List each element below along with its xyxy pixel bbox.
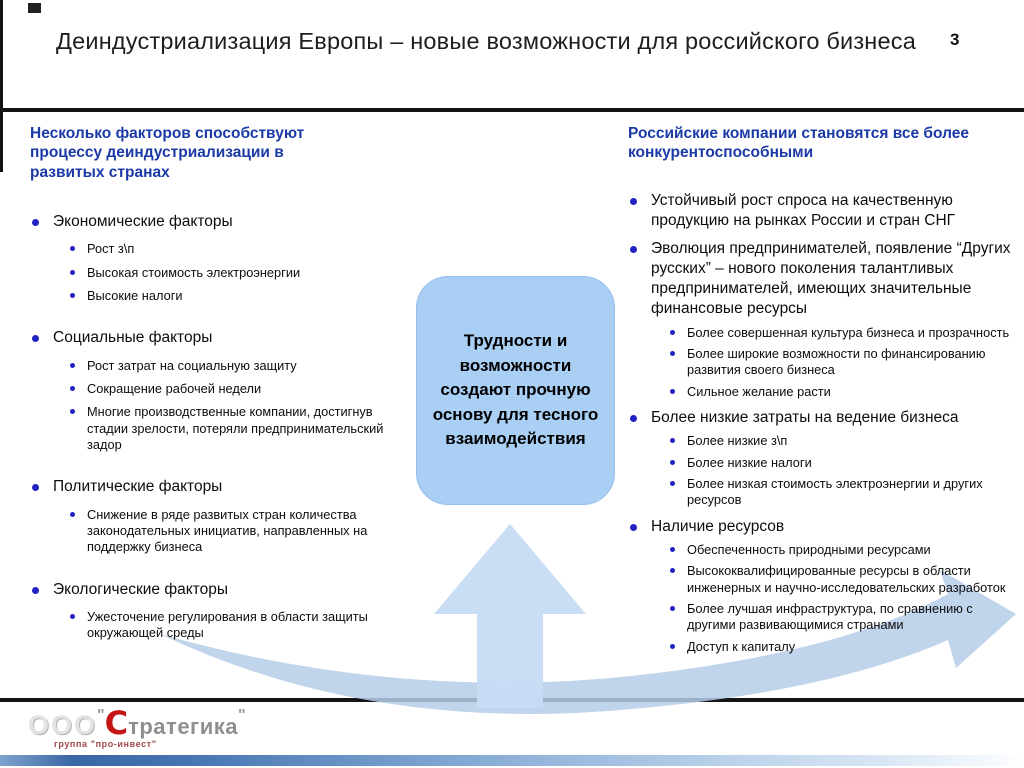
level2-bullet-item (68, 358, 400, 374)
bullet-icon (70, 270, 75, 275)
level2-bullet-item (68, 265, 400, 281)
level2-bullet-text: Ужесточение регулирования в области защиты окружающей среды (87, 608, 368, 641)
bullet-icon (70, 363, 75, 368)
right-panel-list (628, 191, 1016, 655)
level2-bullet-text: Сокращение рабочей недели (87, 380, 262, 396)
level2-bullet-item (668, 384, 1016, 400)
bullet-icon (670, 389, 675, 394)
center-callout-box (416, 276, 615, 505)
bullet-icon (70, 246, 75, 251)
level2-bullet-item (68, 404, 400, 453)
level1-bullet-item (30, 477, 400, 497)
level1-bullet-item (30, 328, 400, 348)
level2-bullet-item (68, 288, 400, 304)
logo-initial-letter: С (104, 704, 129, 742)
corner-mark (28, 3, 41, 13)
level2-bullet-text: Более низкие налоги (687, 454, 812, 470)
level2-bullet-item (68, 507, 400, 556)
level2-bullet-text: Более совершенная культура бизнеса и прозрачность (687, 324, 1010, 340)
bullet-icon (32, 335, 39, 342)
logo-wordmark (28, 704, 246, 742)
level1-bullet-text: Более низкие затраты на ведение бизнеса (651, 409, 959, 427)
bullet-icon (670, 330, 675, 335)
bullet-icon (70, 386, 75, 391)
up-arrow (434, 524, 586, 708)
level1-bullet-text: Наличие ресурсов (651, 517, 785, 535)
logo-close-quote: " (238, 707, 246, 724)
sub-bullet-list (628, 542, 1016, 655)
level2-bullet-item (668, 433, 1016, 449)
left-edge-line (0, 0, 3, 172)
logo-open-quote: " (97, 707, 105, 724)
level1-bullet-text: Экономические факторы (53, 213, 233, 231)
level2-bullet-item (668, 325, 1016, 341)
left-panel-list (30, 212, 400, 641)
strategika-logo (28, 704, 246, 749)
level2-bullet-item (668, 542, 1016, 558)
bullet-section (30, 328, 400, 453)
level2-bullet-text: Рост затрат на социальную защиту (87, 357, 297, 373)
bullet-icon (630, 198, 637, 205)
level2-bullet-item (68, 381, 400, 397)
sub-bullet-list (628, 325, 1016, 401)
level2-bullet-text: Сильное желание расти (687, 383, 831, 399)
page-title: Деиндустриализация Европы – новые возможности для российского бизнеса (56, 28, 916, 54)
level2-bullet-item (668, 563, 1016, 596)
bullet-icon (670, 481, 675, 486)
logo-name-text: тратегика (128, 714, 238, 739)
level2-bullet-item (668, 455, 1016, 471)
bullet-icon (630, 524, 637, 531)
left-panel-heading: Несколько факторов способствуют процессу деиндустриализации в развитых странах (30, 125, 305, 181)
right-panel (628, 124, 1016, 655)
level1-bullet-text: Экологические факторы (53, 580, 228, 598)
level2-bullet-text: Рост з\п (87, 241, 135, 257)
bullet-icon (630, 415, 637, 422)
bullet-section (628, 191, 1016, 231)
level2-bullet-item (668, 601, 1016, 634)
bullet-icon (630, 246, 637, 253)
bullet-section (628, 408, 1016, 509)
sub-bullet-list (30, 609, 400, 642)
bullet-icon (670, 568, 675, 573)
bullet-icon (670, 351, 675, 356)
bullet-icon (70, 409, 75, 414)
bullet-section (628, 239, 1016, 400)
bullet-icon (70, 614, 75, 619)
footer-gradient-bar (0, 755, 1024, 766)
left-panel (30, 124, 400, 642)
level2-bullet-text: Многие производственные компании, достигнув стадии зрелости, потеряли предпринимательский задор (87, 404, 384, 453)
level2-bullet-text: Высококвалифицированные ресурсы в области инженерных и научно-исследовательских разработок (687, 563, 1006, 595)
bullet-icon (670, 438, 675, 443)
bullet-section (628, 517, 1016, 655)
bullet-icon (670, 606, 675, 611)
sub-bullet-list (30, 358, 400, 454)
level2-bullet-text: Более низкие з\п (687, 433, 788, 449)
bullet-icon (32, 587, 39, 594)
level1-bullet-item (628, 191, 1016, 231)
level1-bullet-text: Социальные факторы (53, 329, 213, 347)
bullet-icon (670, 460, 675, 465)
sub-bullet-list (30, 507, 400, 556)
sub-bullet-list (30, 241, 400, 304)
bullet-icon (32, 484, 39, 491)
bullet-icon (70, 512, 75, 517)
right-panel-heading: Российские компании становятся все более конкурентоспособными (628, 125, 969, 162)
bullet-section (30, 580, 400, 642)
level1-bullet-item (30, 212, 400, 232)
bullet-icon (32, 219, 39, 226)
bullet-icon (670, 644, 675, 649)
bullet-icon (70, 293, 75, 298)
level2-bullet-text: Более низкая стоимость электроэнергии и других ресурсов (687, 475, 983, 508)
center-callout-text: Трудности и возможности создают прочную основу для тесного взаимодействия (432, 330, 599, 449)
level2-bullet-item (68, 241, 400, 257)
level2-bullet-item (668, 639, 1016, 655)
bullet-icon (670, 547, 675, 552)
level2-bullet-text: Более широкие возможности по финансированию развития своего бизнеса (687, 345, 986, 378)
sub-bullet-list (628, 433, 1016, 509)
level1-bullet-item (628, 408, 1016, 428)
level2-bullet-text: Снижение в ряде развитых стран количества законодательных инициатив, направленных на поддержку бизнеса (87, 506, 368, 555)
header-divider (0, 108, 1024, 112)
level2-bullet-text: Доступ к капиталу (687, 638, 796, 654)
level2-bullet-item (668, 346, 1016, 379)
level1-bullet-text: Устойчивый рост спроса на качественную продукцию на рынках России и стран СНГ (651, 191, 956, 229)
level2-bullet-text: Высокая стоимость электроэнергии (87, 264, 301, 280)
bullet-section (30, 212, 400, 304)
level2-bullet-item (668, 476, 1016, 509)
level1-bullet-item (628, 517, 1016, 537)
level2-bullet-text: Более лучшая инфраструктура, по сравнению с другими развивающимися странами (687, 601, 973, 633)
logo-ooo-text: ООО (28, 710, 98, 740)
bullet-section (30, 477, 400, 555)
logo-subtitle: группа "про-инвест" (54, 739, 157, 749)
level2-bullet-item (68, 609, 400, 642)
page-number: 3 (950, 30, 960, 49)
level1-bullet-item (628, 239, 1016, 320)
level2-bullet-text: Высокие налоги (87, 288, 183, 304)
level1-bullet-item (30, 580, 400, 600)
level1-bullet-text: Эволюция предпринимателей, появление “Других русских” – нового поколения талантливых предпринимателей, имеющих значительные финансовые ресурсы (651, 240, 1011, 318)
level2-bullet-text: Обеспеченность природными ресурсами (687, 541, 931, 557)
level1-bullet-text: Политические факторы (53, 478, 223, 496)
